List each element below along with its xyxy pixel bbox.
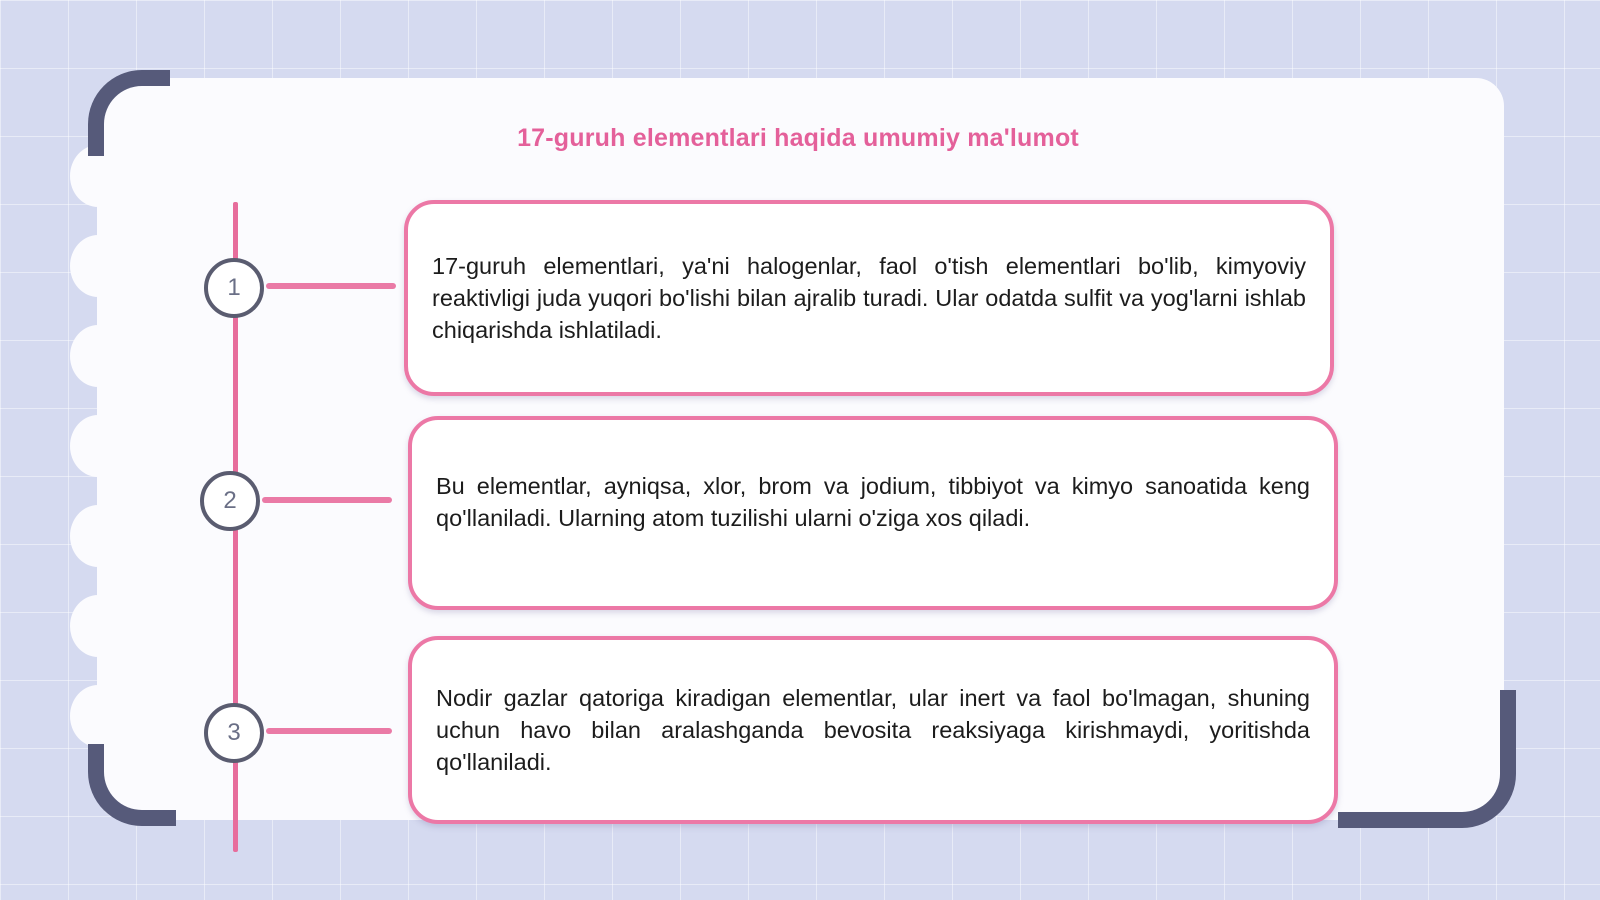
corner-bracket-bottom-right bbox=[1338, 690, 1516, 828]
page-scallop bbox=[70, 415, 126, 477]
timeline-connector bbox=[266, 283, 396, 289]
page-title: 17-guruh elementlari haqida umumiy ma'lumot bbox=[517, 124, 1079, 152]
step-number-1: 1 bbox=[204, 258, 264, 318]
info-card-text: Bu elementlar, ayniqsa, xlor, brom va jodium, tibbiyot va kimyo sanoatida keng qo'llaniladi. Ularning atom tuzilishi ularni o'ziga xos qiladi. bbox=[436, 473, 1310, 531]
timeline-connector bbox=[266, 728, 392, 734]
page-scallop bbox=[70, 595, 126, 657]
page-scallop bbox=[70, 235, 126, 297]
info-card-3 bbox=[408, 636, 1338, 824]
page-scallop bbox=[70, 505, 126, 567]
info-card-text: Nodir gazlar qatoriga kiradigan elementlar, ular inert va faol bo'lmagan, shuning uchun havo bilan aralashganda bevosita reaksiyaga kirishmaydi, yoritishda qo'llaniladi. bbox=[436, 685, 1310, 775]
step-number-2: 2 bbox=[200, 471, 260, 531]
page-scallop bbox=[70, 685, 126, 747]
page-scallop bbox=[70, 325, 126, 387]
corner-bracket-bottom-left bbox=[88, 744, 176, 826]
info-card-1 bbox=[404, 200, 1334, 396]
timeline-connector bbox=[262, 497, 392, 503]
step-number-3: 3 bbox=[204, 703, 264, 763]
info-card-text: 17-guruh elementlari, ya'ni halogenlar, faol o'tish elementlari bo'lib, kimyoviy reaktivligi juda yuqori bo'lishi bilan ajralib turadi. Ular odatda sulfit va yog'larni ishlab chiqarishda ishlatiladi. bbox=[432, 253, 1306, 343]
info-card-2 bbox=[408, 416, 1338, 610]
